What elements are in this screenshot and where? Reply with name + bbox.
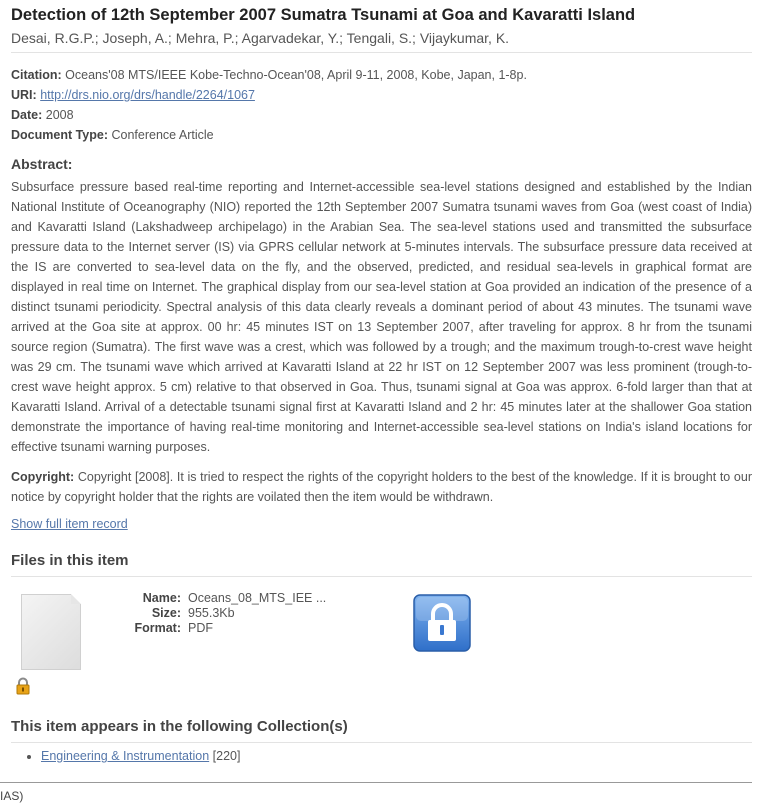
collections-list — [11, 747, 752, 765]
doctype-row — [11, 125, 752, 145]
show-full-record-link[interactable]: Show full item record — [11, 517, 128, 531]
copyright-block — [11, 467, 752, 507]
file-name-label: Name: — [142, 591, 181, 605]
collections-divider — [11, 742, 752, 743]
file-name-row — [111, 591, 326, 606]
footer-text: IAS) — [0, 789, 24, 803]
padlock-icon — [15, 677, 31, 695]
file-size-label: Size: — [151, 606, 181, 620]
file-size-row — [111, 606, 326, 621]
date-row — [11, 105, 752, 125]
doctype-value: Conference Article — [111, 128, 214, 142]
collections-heading: This item appears in the following Collection(s) — [11, 718, 348, 735]
file-info — [111, 591, 326, 636]
document-thumbnail-icon[interactable] — [21, 594, 81, 670]
file-name-value[interactable]: Oceans_08_MTS_IEE ... — [188, 591, 327, 605]
file-format-row — [111, 621, 326, 636]
copyright-label: Copyright: — [11, 470, 75, 484]
abstract-heading: Abstract: — [11, 156, 73, 172]
file-format-label: Format: — [134, 621, 181, 635]
uri-row — [11, 85, 752, 105]
uri-label: URI: — [11, 88, 37, 102]
abstract-text: Subsurface pressure based real-time reporting and Internet-accessible sea-level stations designed and established by the Indian National Institute of Oceanography (NIO) reported the 12th September 2007 Sumatra tsunami waves from Goa (west coast of India) and Kavaratti Island (Lakshadweep archipelago) in the Arabian Sea. The sea-level stations used and transmitted the subsurface pressure data to the Internet server (IS) via GPRS cellular network at 5-minutes intervals. The subsurface pressure data received at the IS are converted to sea-level data on the fly, and the observed, predicted, and residual sea-levels in graphical format are displayed in real time on Internet. The graphical display from our sea-level station at Goa provided an indication of the presence of a distinct tsunami periodicity. Spectral analysis of this data clearly reveals a dominant period of about 43 minutes. The tsunami wave arrived at the Goa site at approx. 00 hr: 45 minutes IST on 13 September 2007, after traveling for approx. 8 hr from the tsunami source region (Sumatra). The first wave was a crest, which was followed by a trough; and the maximum trough-to-crest wave height was 29 cm. The tsunami wave which arrived at Kavaratti Island at 22 hr IST on 12 September 2007 was less prominent (trough-to-crest wave height approx. 5 cm) relative to that observed in Goa. Thus, tsunami signal at Goa was approx. 6-fold larger than that at Kavaratti Island. Arrival of a detectable tsunami signal first at Kavaratti Island and 2 hr: 45 minutes later at the shallower Goa station demonstrate the importance of having real-time monitoring and Internet-accessible sea-level stations on India's island locations for effective tsunami warning purposes. — [11, 180, 752, 454]
footer-divider — [0, 782, 752, 783]
citation-label: Citation: — [11, 68, 62, 82]
files-heading: Files in this item — [11, 552, 129, 569]
doctype-label: Document Type: — [11, 128, 108, 142]
collection-count: [220] — [212, 749, 241, 763]
item-authors: Desai, R.G.P.; Joseph, A.; Mehra, P.; Agarvadekar, Y.; Tengali, S.; Vijaykumar, K. — [11, 30, 510, 46]
item-view — [11, 0, 752, 765]
metadata-list — [11, 65, 752, 145]
item-title: Detection of 12th September 2007 Sumatra Tsunami at Goa and Kavaratti Island — [11, 6, 636, 24]
file-size-value: 955.3Kb — [188, 606, 235, 620]
copyright-text: Copyright [2008]. It is tried to respect the rights of the copyright holders to the best of the knowledge. If it is brought to our notice by copyright holder that the rights are voilated then the item would be withdrawn. — [11, 470, 752, 504]
file-format-value: PDF — [188, 621, 213, 635]
uri-link[interactable]: http://drs.nio.org/drs/handle/2264/1067 — [40, 88, 255, 102]
date-value: 2008 — [45, 108, 74, 122]
date-label: Date: — [11, 108, 43, 122]
title-divider — [11, 52, 752, 53]
file-entry — [11, 577, 752, 707]
collection-link[interactable]: Engineering & Instrumentation — [41, 749, 210, 763]
lock-badge-icon[interactable] — [413, 594, 471, 652]
list-item — [41, 747, 752, 765]
citation-value: Oceans'08 MTS/IEEE Kobe-Techno-Ocean'08, April 9-11, 2008, Kobe, Japan, 1-8p. — [65, 68, 527, 82]
citation-row — [11, 65, 752, 85]
